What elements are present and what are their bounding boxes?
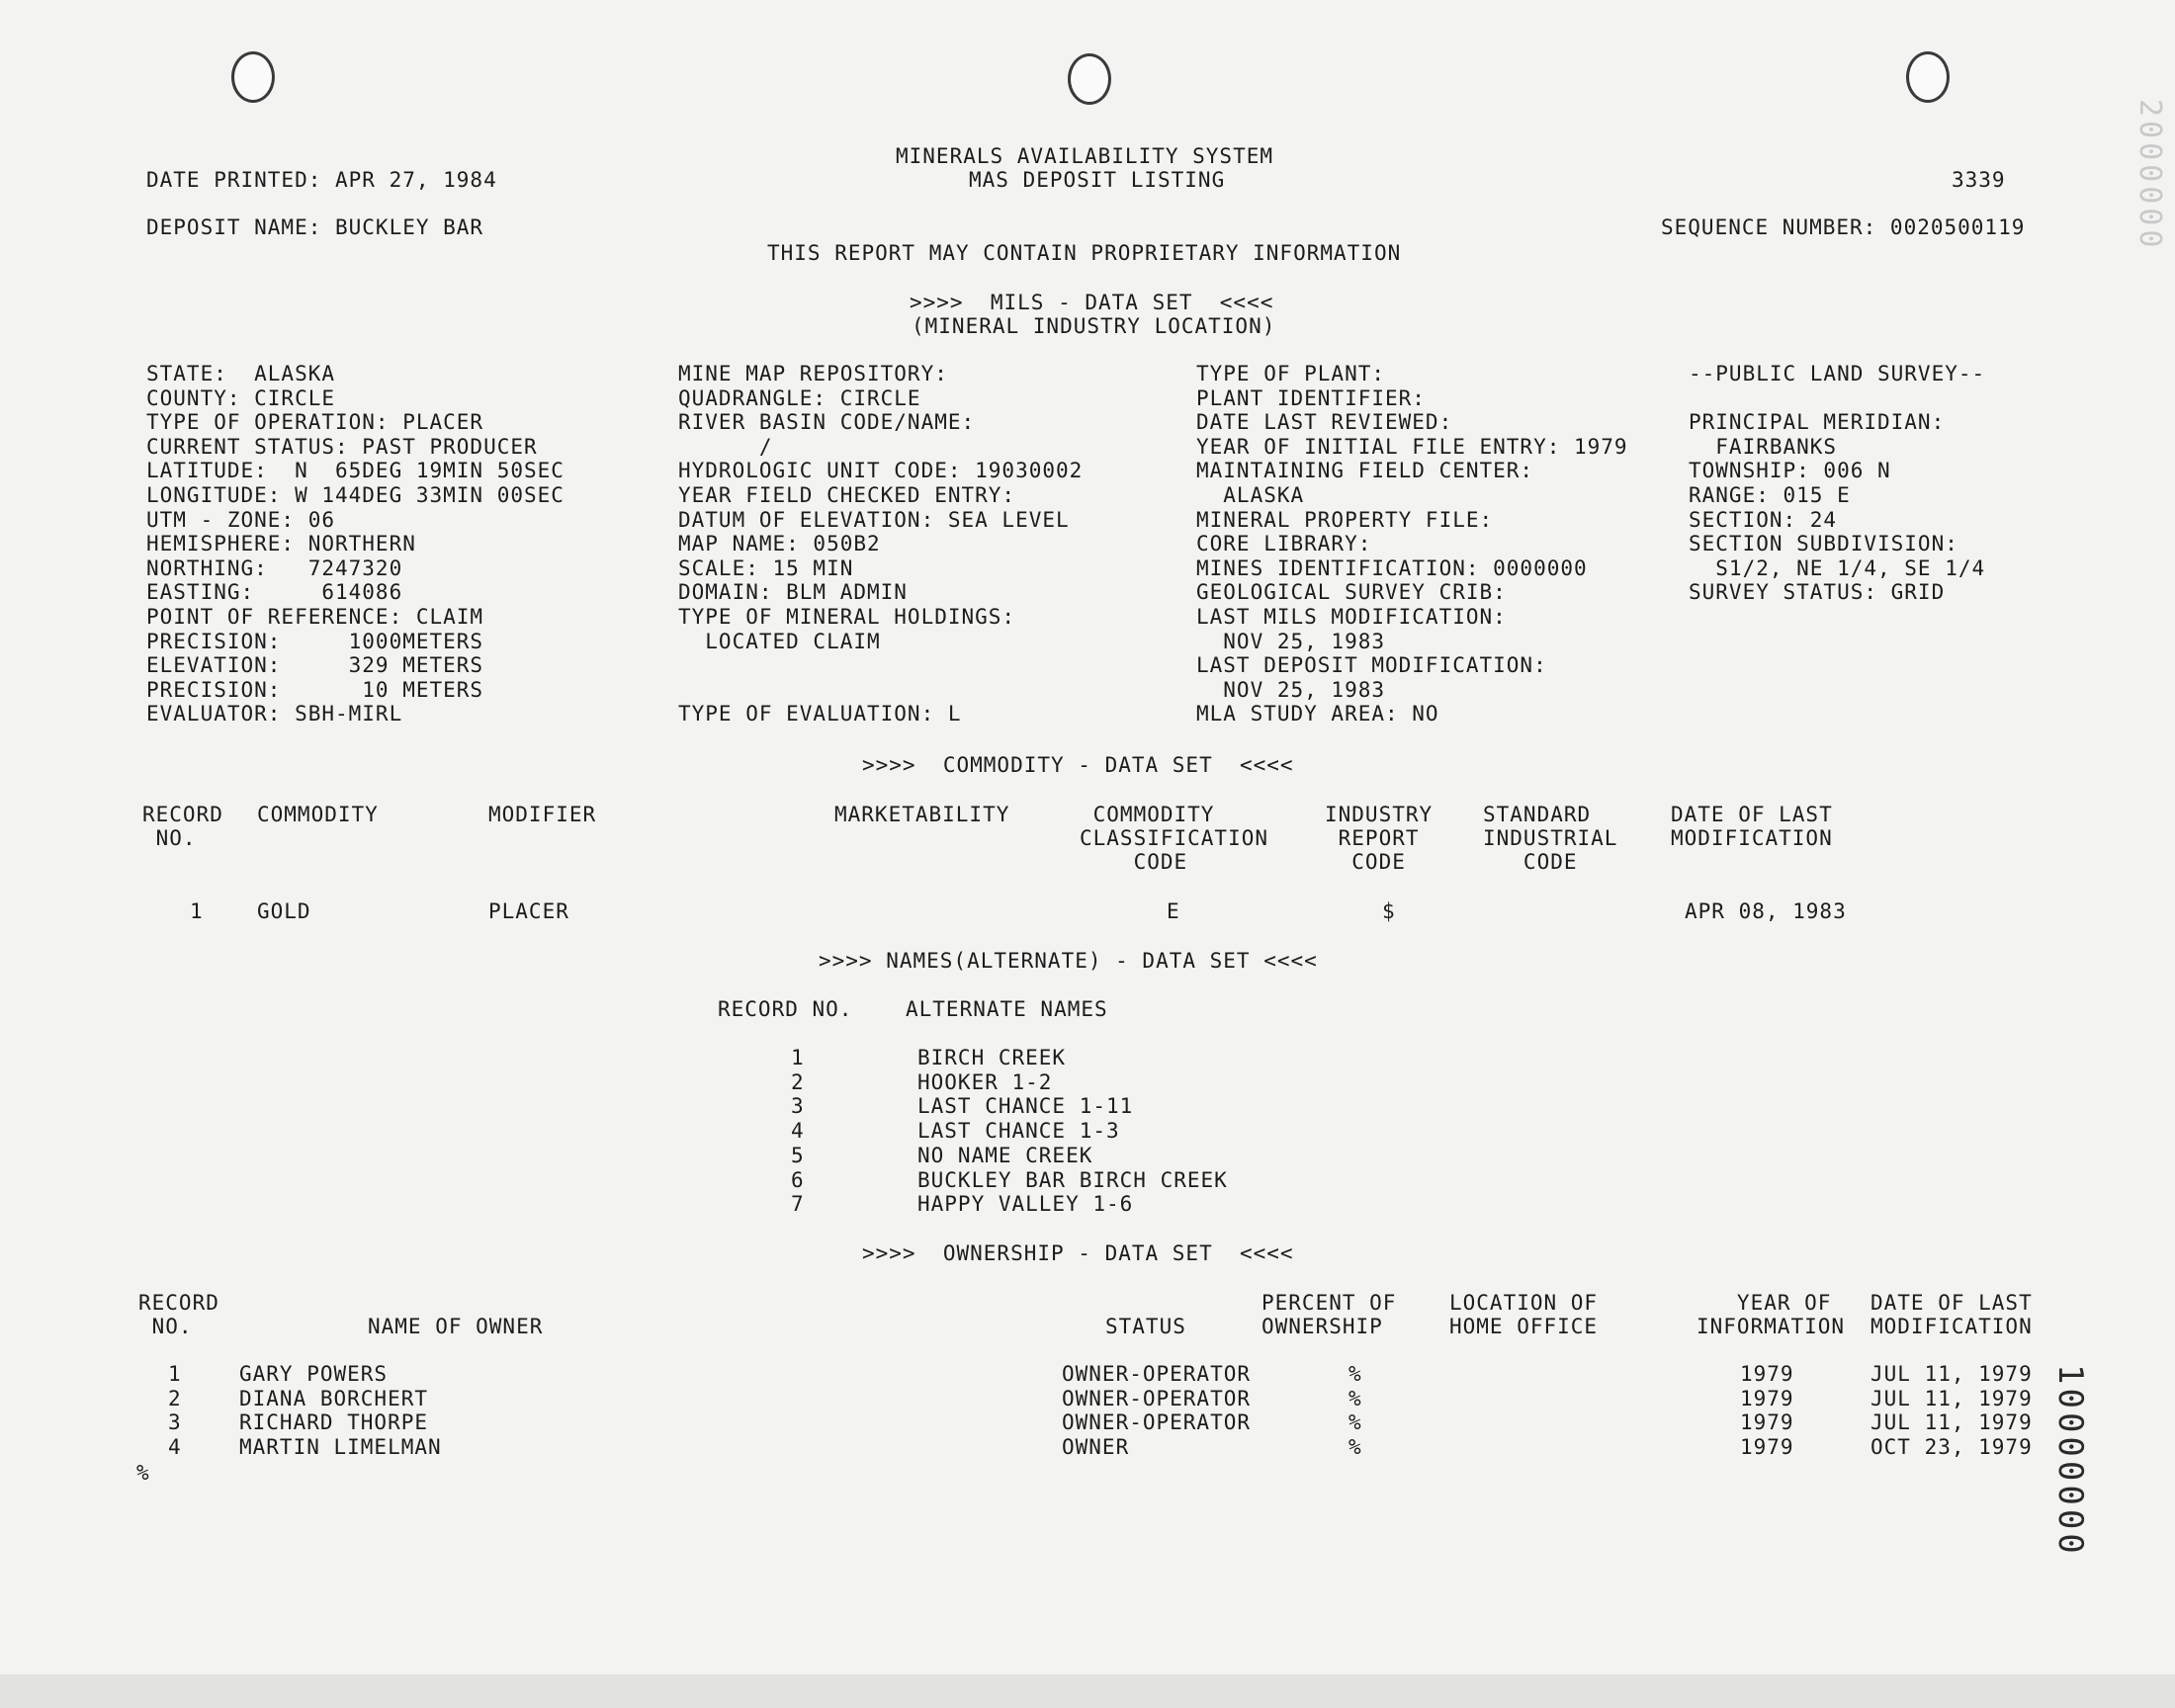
owner-name: MARTIN LIMELMAN bbox=[239, 1435, 442, 1459]
mils-field-line: SECTION: 24 bbox=[1689, 508, 1838, 532]
owner-status: OWNER-OPERATOR bbox=[1062, 1362, 1252, 1386]
owner-percent: % bbox=[1348, 1435, 1362, 1459]
mils-field-line: TYPE OF MINERAL HOLDINGS: bbox=[678, 605, 1016, 629]
mils-field-line: RANGE: 015 E bbox=[1689, 483, 1851, 507]
mils-field-line: NOV 25, 1983 bbox=[1196, 678, 1386, 702]
ownership-header-name: NAME OF OWNER bbox=[368, 1315, 544, 1338]
alternate-name: LAST CHANCE 1-3 bbox=[917, 1119, 1120, 1143]
scan-bottom-strip bbox=[0, 1674, 2175, 1708]
alternate-name: NO NAME CREEK bbox=[917, 1144, 1093, 1167]
mils-field-line: LAST DEPOSIT MODIFICATION: bbox=[1196, 653, 1547, 677]
names-record-number: 7 bbox=[791, 1192, 805, 1216]
mils-field-line: HYDROLOGIC UNIT CODE: 19030002 bbox=[678, 459, 1084, 482]
commodity-header-modifier: MODIFIER bbox=[488, 803, 597, 826]
owner-year: 1979 bbox=[1740, 1410, 1794, 1434]
commodity-header-industry: INDUSTRY REPORT CODE bbox=[1325, 803, 1434, 874]
ownership-footer-mark: % bbox=[136, 1461, 150, 1485]
mils-field-line: / bbox=[678, 435, 773, 459]
mils-field-line: YEAR OF INITIAL FILE ENTRY: 1979 bbox=[1196, 435, 1628, 459]
mils-field-line: LOCATED CLAIM bbox=[678, 630, 881, 653]
mils-field-line: TOWNSHIP: 006 N bbox=[1689, 459, 1891, 482]
margin-faded-stamp: 2000000 bbox=[2132, 99, 2167, 252]
proprietary-notice: THIS REPORT MAY CONTAIN PROPRIETARY INFORMATION bbox=[767, 241, 1402, 265]
mils-field-line: CORE LIBRARY: bbox=[1196, 532, 1372, 555]
commodity-cell-commodity: GOLD bbox=[257, 899, 311, 923]
mils-field-line: LONGITUDE: W 144DEG 33MIN 00SEC bbox=[146, 483, 565, 507]
names-record-number: 2 bbox=[791, 1070, 805, 1094]
commodity-header-marketability: MARKETABILITY bbox=[834, 803, 1010, 826]
mils-field-line: UTM - ZONE: 06 bbox=[146, 508, 336, 532]
mils-field-line: SECTION SUBDIVISION: bbox=[1689, 532, 1958, 555]
alternate-name: HAPPY VALLEY 1-6 bbox=[917, 1192, 1134, 1216]
owner-status: OWNER-OPERATOR bbox=[1062, 1387, 1252, 1410]
mils-field-line: DOMAIN: BLM ADMIN bbox=[678, 580, 908, 604]
mils-field-line: MINES IDENTIFICATION: 0000000 bbox=[1196, 556, 1588, 580]
names-header-names: ALTERNATE NAMES bbox=[906, 997, 1108, 1021]
mils-field-line: PRECISION: 10 METERS bbox=[146, 678, 484, 702]
owner-record-number: 1 bbox=[168, 1362, 182, 1386]
mils-field-line: DATE LAST REVIEWED: bbox=[1196, 410, 1453, 434]
owner-date-modified: JUL 11, 1979 bbox=[1870, 1362, 2033, 1386]
mils-field-line: FAIRBANKS bbox=[1689, 435, 1838, 459]
mils-field-line: POINT OF REFERENCE: CLAIM bbox=[146, 605, 484, 629]
mils-heading: >>>> MILS - DATA SET <<<< bbox=[910, 291, 1274, 314]
mils-field-line: EASTING: 614086 bbox=[146, 580, 403, 604]
mils-field-line: PRINCIPAL MERIDIAN: bbox=[1689, 410, 1946, 434]
mils-field-line: NORTHING: 7247320 bbox=[146, 556, 403, 580]
names-record-number: 3 bbox=[791, 1094, 805, 1118]
owner-year: 1979 bbox=[1740, 1362, 1794, 1386]
mils-field-line: MINE MAP REPOSITORY: bbox=[678, 362, 948, 385]
owner-year: 1979 bbox=[1740, 1387, 1794, 1410]
commodity-header-date: DATE OF LAST MODIFICATION bbox=[1671, 803, 1833, 850]
mils-field-line: QUADRANGLE: CIRCLE bbox=[678, 386, 921, 410]
mils-field-line: DATUM OF ELEVATION: SEA LEVEL bbox=[678, 508, 1070, 532]
mils-field-line: SURVEY STATUS: GRID bbox=[1689, 580, 1946, 604]
mils-field-line: TYPE OF OPERATION: PLACER bbox=[146, 410, 484, 434]
commodity-header-sic: STANDARD INDUSTRIAL CODE bbox=[1483, 803, 1618, 874]
names-record-number: 5 bbox=[791, 1144, 805, 1167]
names-header-record: RECORD NO. bbox=[718, 997, 853, 1021]
mils-field-line: LAST MILS MODIFICATION: bbox=[1196, 605, 1507, 629]
owner-status: OWNER bbox=[1062, 1435, 1130, 1459]
mils-field-line: ELEVATION: 329 METERS bbox=[146, 653, 484, 677]
commodity-header-record: RECORD NO. bbox=[142, 803, 223, 850]
ownership-header-status: STATUS bbox=[1105, 1315, 1186, 1338]
owner-name: DIANA BORCHERT bbox=[239, 1387, 429, 1410]
ownership-header-year: YEAR OF INFORMATION bbox=[1696, 1291, 1846, 1338]
commodity-cell-modifier: PLACER bbox=[488, 899, 569, 923]
alternate-name: BIRCH CREEK bbox=[917, 1046, 1067, 1069]
sequence-number: SEQUENCE NUMBER: 0020500119 bbox=[1661, 215, 2026, 239]
mils-subheading: (MINERAL INDUSTRY LOCATION) bbox=[912, 314, 1276, 338]
ownership-header-date: DATE OF LAST MODIFICATION bbox=[1870, 1291, 2033, 1338]
mils-field-line: TYPE OF PLANT: bbox=[1196, 362, 1386, 385]
owner-record-number: 2 bbox=[168, 1387, 182, 1410]
names-heading: >>>> NAMES(ALTERNATE) - DATA SET <<<< bbox=[819, 949, 1318, 973]
owner-date-modified: JUL 11, 1979 bbox=[1870, 1410, 2033, 1434]
mils-field-line: COUNTY: CIRCLE bbox=[146, 386, 336, 410]
owner-name: GARY POWERS bbox=[239, 1362, 389, 1386]
mils-field-line: TYPE OF EVALUATION: L bbox=[678, 702, 962, 726]
ownership-heading: >>>> OWNERSHIP - DATA SET <<<< bbox=[862, 1241, 1294, 1265]
mils-field-line: ALASKA bbox=[1196, 483, 1305, 507]
mils-field-line: SCALE: 15 MIN bbox=[678, 556, 854, 580]
mils-field-line: MAP NAME: 050B2 bbox=[678, 532, 881, 555]
mils-field-line: PRECISION: 1000METERS bbox=[146, 630, 484, 653]
names-record-number: 4 bbox=[791, 1119, 805, 1143]
owner-year: 1979 bbox=[1740, 1435, 1794, 1459]
ownership-header-record: RECORD NO. bbox=[138, 1291, 219, 1338]
commodity-cell-classification: E bbox=[1167, 899, 1180, 923]
ownership-header-percent: PERCENT OF OWNERSHIP bbox=[1262, 1291, 1397, 1338]
punch-hole-center bbox=[1068, 53, 1111, 105]
punch-hole-right bbox=[1906, 51, 1950, 103]
owner-status: OWNER-OPERATOR bbox=[1062, 1410, 1252, 1434]
mils-field-line: CURRENT STATUS: PAST PRODUCER bbox=[146, 435, 538, 459]
owner-record-number: 3 bbox=[168, 1410, 182, 1434]
margin-page-stamp: 10000000 bbox=[2050, 1364, 2090, 1558]
mils-field-line: MINERAL PROPERTY FILE: bbox=[1196, 508, 1494, 532]
system-title: MINERALS AVAILABILITY SYSTEM bbox=[896, 144, 1274, 168]
commodity-heading: >>>> COMMODITY - DATA SET <<<< bbox=[862, 753, 1294, 777]
mils-field-line: NOV 25, 1983 bbox=[1196, 630, 1386, 653]
owner-date-modified: JUL 11, 1979 bbox=[1870, 1387, 2033, 1410]
mils-field-line: PLANT IDENTIFIER: bbox=[1196, 386, 1426, 410]
deposit-name: DEPOSIT NAME: BUCKLEY BAR bbox=[146, 215, 484, 239]
commodity-cell-industry: $ bbox=[1382, 899, 1396, 923]
alternate-name: LAST CHANCE 1-11 bbox=[917, 1094, 1134, 1118]
owner-percent: % bbox=[1348, 1362, 1362, 1386]
alternate-name: BUCKLEY BAR BIRCH CREEK bbox=[917, 1168, 1228, 1192]
owner-record-number: 4 bbox=[168, 1435, 182, 1459]
listing-title: MAS DEPOSIT LISTING bbox=[969, 168, 1226, 192]
mils-field-line: --PUBLIC LAND SURVEY-- bbox=[1689, 362, 1986, 385]
mils-field-line: GEOLOGICAL SURVEY CRIB: bbox=[1196, 580, 1507, 604]
mils-field-line: STATE: ALASKA bbox=[146, 362, 336, 385]
names-record-number: 6 bbox=[791, 1168, 805, 1192]
mils-field-line: MLA STUDY AREA: NO bbox=[1196, 702, 1439, 726]
punch-hole-left bbox=[231, 51, 275, 103]
mils-field-line: MAINTAINING FIELD CENTER: bbox=[1196, 459, 1534, 482]
mils-field-line: LATITUDE: N 65DEG 19MIN 50SEC bbox=[146, 459, 565, 482]
page-number: 3339 bbox=[1952, 168, 2006, 192]
mils-field-line: YEAR FIELD CHECKED ENTRY: bbox=[678, 483, 1016, 507]
mils-field-line: EVALUATOR: SBH-MIRL bbox=[146, 702, 403, 726]
owner-percent: % bbox=[1348, 1387, 1362, 1410]
alternate-name: HOOKER 1-2 bbox=[917, 1070, 1053, 1094]
mils-field-line: S1/2, NE 1/4, SE 1/4 bbox=[1689, 556, 1986, 580]
names-record-number: 1 bbox=[791, 1046, 805, 1069]
date-printed: DATE PRINTED: APR 27, 1984 bbox=[146, 168, 497, 192]
commodity-header-commodity: COMMODITY bbox=[257, 803, 379, 826]
owner-percent: % bbox=[1348, 1410, 1362, 1434]
owner-name: RICHARD THORPE bbox=[239, 1410, 429, 1434]
commodity-header-classification: COMMODITY CLASSIFICATION CODE bbox=[1080, 803, 1269, 874]
ownership-header-location: LOCATION OF HOME OFFICE bbox=[1449, 1291, 1599, 1338]
commodity-cell-date: APR 08, 1983 bbox=[1685, 899, 1847, 923]
commodity-cell-record: 1 bbox=[190, 899, 204, 923]
owner-date-modified: OCT 23, 1979 bbox=[1870, 1435, 2033, 1459]
mils-field-line: RIVER BASIN CODE/NAME: bbox=[678, 410, 976, 434]
mils-field-line: HEMISPHERE: NORTHERN bbox=[146, 532, 416, 555]
